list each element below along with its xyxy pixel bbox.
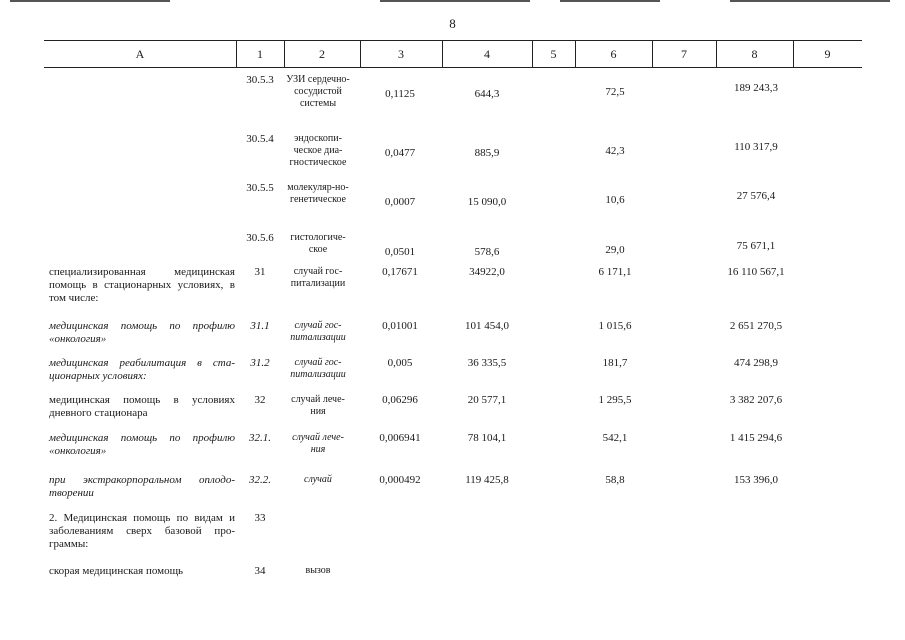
row-unit: УЗИ сердечно-сосудистой системы <box>286 74 350 109</box>
row-value-6: 29,0 <box>605 244 625 256</box>
row-value-3: 0,0477 <box>384 147 416 159</box>
row-name: медицинская помощь по профилю «онкология» <box>49 432 235 457</box>
column-header: 6 <box>610 47 617 61</box>
column-divider <box>575 41 576 67</box>
row-unit: вызов <box>305 565 331 576</box>
row-value-6: 42,3 <box>605 145 625 157</box>
row-unit: молекуляр-но-генетическое <box>287 182 349 205</box>
row-value-6: 1 015,6 <box>598 320 632 332</box>
row-value-8: 75 671,1 <box>736 240 776 252</box>
row-code: 33 <box>254 512 266 524</box>
row-value-4: 20 577,1 <box>467 394 507 406</box>
row-value-8: 153 396,0 <box>734 474 778 486</box>
row-name: 2. Медицинская помощь по видам и заболеваниям сверх базовой про-граммы: <box>49 512 235 550</box>
row-value-4: 578,6 <box>474 246 500 258</box>
row-value-4: 885,9 <box>474 147 500 159</box>
row-name: медицинская помощь по профилю «онкология» <box>49 320 235 345</box>
header-bottom-rule <box>44 67 862 68</box>
row-name: скорая медицинская помощь <box>49 565 184 577</box>
row-value-4: 644,3 <box>474 88 500 100</box>
column-header: 2 <box>319 47 325 61</box>
column-header: А <box>135 47 145 61</box>
row-code: 31 <box>254 266 266 278</box>
row-value-8: 16 110 567,1 <box>727 266 785 278</box>
column-divider <box>532 41 533 67</box>
row-code: 31.2 <box>250 357 270 369</box>
row-name: специализированная медицинская помощь в стационарных условиях, в том числе: <box>49 266 235 304</box>
column-header: 3 <box>398 47 404 61</box>
row-value-3: 0,1125 <box>385 88 415 100</box>
row-code: 30.5.3 <box>246 74 274 86</box>
row-value-4: 101 454,0 <box>465 320 509 332</box>
row-value-8: 110 317,9 <box>734 141 778 153</box>
row-code: 30.5.6 <box>246 232 274 244</box>
row-value-3: 0,0007 <box>384 196 416 208</box>
row-value-6: 6 171,1 <box>598 266 632 278</box>
row-name: медицинская реабилитация в ста-ционарных условиях: <box>49 357 235 382</box>
row-value-6: 10,6 <box>605 194 625 206</box>
row-value-3: 0,0501 <box>384 246 416 258</box>
row-value-6: 72,5 <box>605 86 625 98</box>
row-value-8: 2 651 270,5 <box>729 320 783 332</box>
row-value-8: 189 243,3 <box>734 82 778 94</box>
column-header: 5 <box>550 47 557 61</box>
scan-edge-line <box>380 0 530 2</box>
row-code: 32.1. <box>249 432 271 444</box>
row-value-8: 474 298,9 <box>734 357 778 369</box>
row-code: 34 <box>254 565 266 577</box>
row-unit: случай гос-питализации <box>290 320 346 343</box>
row-unit: случай лече-ния <box>292 432 344 455</box>
scan-edge-line <box>560 0 660 2</box>
row-value-4: 119 425,8 <box>465 474 509 486</box>
row-value-3: 0,006941 <box>379 432 421 444</box>
scan-edge-line <box>730 0 890 2</box>
column-header: 1 <box>257 47 263 61</box>
column-header: 7 <box>681 47 687 61</box>
column-divider <box>793 41 794 67</box>
row-name: при экстракорпоральном оплодо-творении <box>49 474 235 499</box>
row-code: 32 <box>254 394 266 406</box>
column-divider <box>236 41 237 67</box>
scan-edge-line <box>10 0 170 2</box>
row-value-8: 27 576,4 <box>736 190 776 202</box>
row-value-3: 0,06296 <box>382 394 418 406</box>
row-unit: случай гос-питализации <box>290 357 346 380</box>
row-unit: случай лече-ния <box>291 394 345 417</box>
column-divider <box>652 41 653 67</box>
row-value-4: 15 090,0 <box>467 196 507 208</box>
row-code: 30.5.4 <box>246 133 274 145</box>
row-unit: эндоскопи-ческое диа-гностическое <box>289 133 347 168</box>
row-value-3: 0,17671 <box>382 266 418 278</box>
row-unit: гистологиче-ское <box>290 232 346 255</box>
column-divider <box>284 41 285 67</box>
row-value-8: 1 415 294,6 <box>729 432 783 444</box>
column-divider <box>360 41 361 67</box>
row-unit: случай гос-питализации <box>290 266 346 289</box>
row-value-6: 181,7 <box>602 357 628 369</box>
row-value-6: 1 295,5 <box>598 394 632 406</box>
row-code: 31.1 <box>250 320 270 332</box>
row-value-4: 36 335,5 <box>467 357 507 369</box>
column-header: 4 <box>484 47 490 61</box>
row-value-4: 78 104,1 <box>467 432 507 444</box>
column-divider <box>442 41 443 67</box>
row-value-4: 34922,0 <box>469 266 505 278</box>
row-name: медицинская помощь в условиях дневного стационара <box>49 394 235 419</box>
column-header: 9 <box>824 47 831 61</box>
column-divider <box>716 41 717 67</box>
column-header: 8 <box>751 47 758 61</box>
row-value-3: 0,005 <box>387 357 413 369</box>
row-value-8: 3 382 207,6 <box>729 394 783 406</box>
page-number: 8 <box>449 16 456 31</box>
row-value-3: 0,01001 <box>382 320 418 332</box>
row-code: 32.2. <box>249 474 271 486</box>
row-unit: случай <box>304 474 332 485</box>
row-value-6: 542,1 <box>602 432 628 444</box>
row-value-6: 58,8 <box>605 474 625 486</box>
row-code: 30.5.5 <box>246 182 274 194</box>
row-value-3: 0,000492 <box>379 474 421 486</box>
